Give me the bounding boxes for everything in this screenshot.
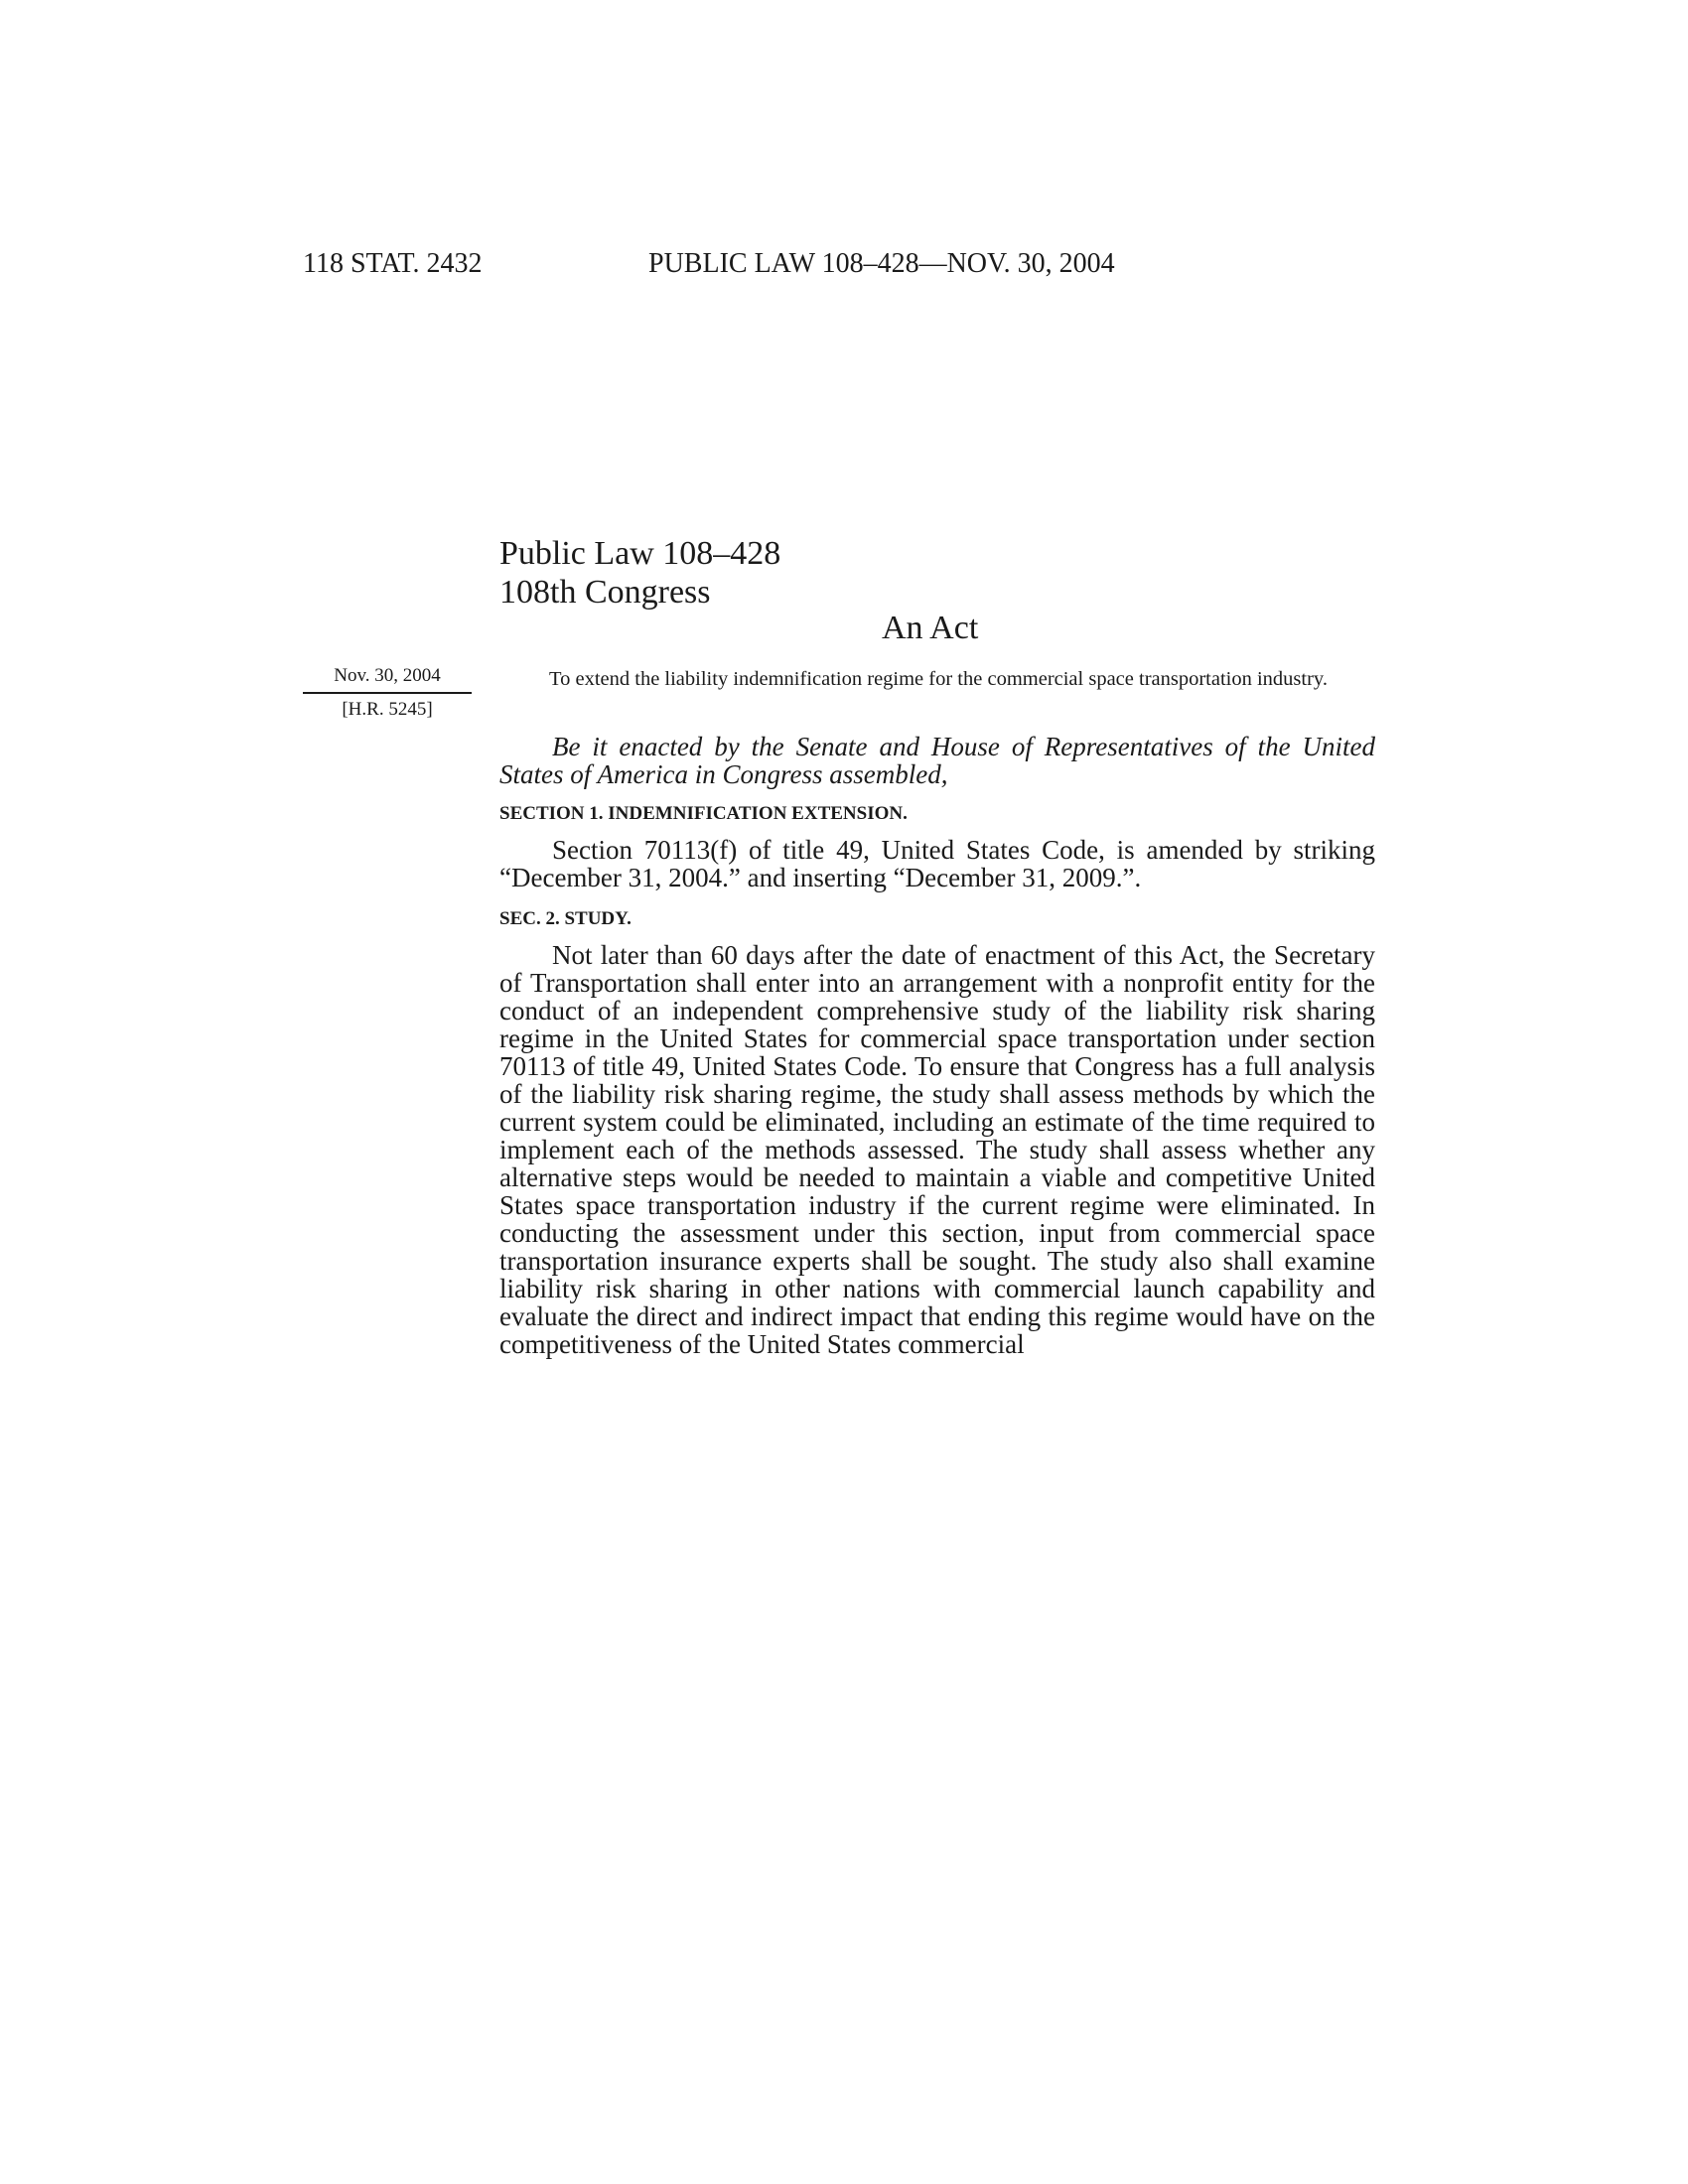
- section-1-heading: SECTION 1. INDEMNIFICATION EXTENSION.: [499, 803, 908, 824]
- running-head: [303, 248, 1226, 288]
- section-2-heading: SEC. 2. STUDY.: [499, 908, 632, 929]
- public-law-number: Public Law 108–428: [499, 535, 781, 572]
- act-heading: An Act: [882, 610, 979, 646]
- congress-number: 108th Congress: [499, 574, 711, 611]
- bill-number: [H.R. 5245]: [342, 699, 433, 720]
- law-title-block: [499, 534, 780, 612]
- enactment-date: Nov. 30, 2004: [303, 665, 472, 694]
- act-purpose: To extend the liability indemnification regime for the commercial space transportation industry.: [549, 668, 1328, 690]
- margin-note: [303, 665, 472, 721]
- enacting-clause: Be it enacted by the Senate and House of Representatives of the United States of America in Congress assembled,: [499, 732, 1375, 789]
- act-body: [499, 733, 1375, 1358]
- section-1-text: Section 70113(f) of title 49, United States Code, is amended by striking “December 31, 2004.” and inserting “December 31, 2009.”.: [499, 835, 1375, 892]
- public-law-date-header: PUBLIC LAW 108–428—NOV. 30, 2004: [648, 248, 1115, 279]
- stat-page-reference: 118 STAT. 2432: [303, 248, 483, 279]
- section-2-text: Not later than 60 days after the date of enactment of this Act, the Secretary of Transportation shall enter into an arrangement with a nonprofit entity for the conduct of an independent comprehensive study of the liability risk sharing regime in the United States for commercial space transportation under section 70113 of title 49, United States Code. To ensure that Congress has a full analysis of the liability risk sharing regime, the study shall assess methods by which the current system could be eliminated, including an estimate of the time required to implement each of the methods assessed. The study shall assess whether any alternative steps would be needed to maintain a viable and competitive United States space transportation industry if the current regime were eliminated. In conducting the assessment under this section, input from commercial space transportation insurance experts shall be sought. The study also shall examine liability risk sharing in other nations with commercial launch capability and evaluate the direct and indirect impact that ending this regime would have on the competitiveness of the United States commercial: [499, 940, 1375, 1359]
